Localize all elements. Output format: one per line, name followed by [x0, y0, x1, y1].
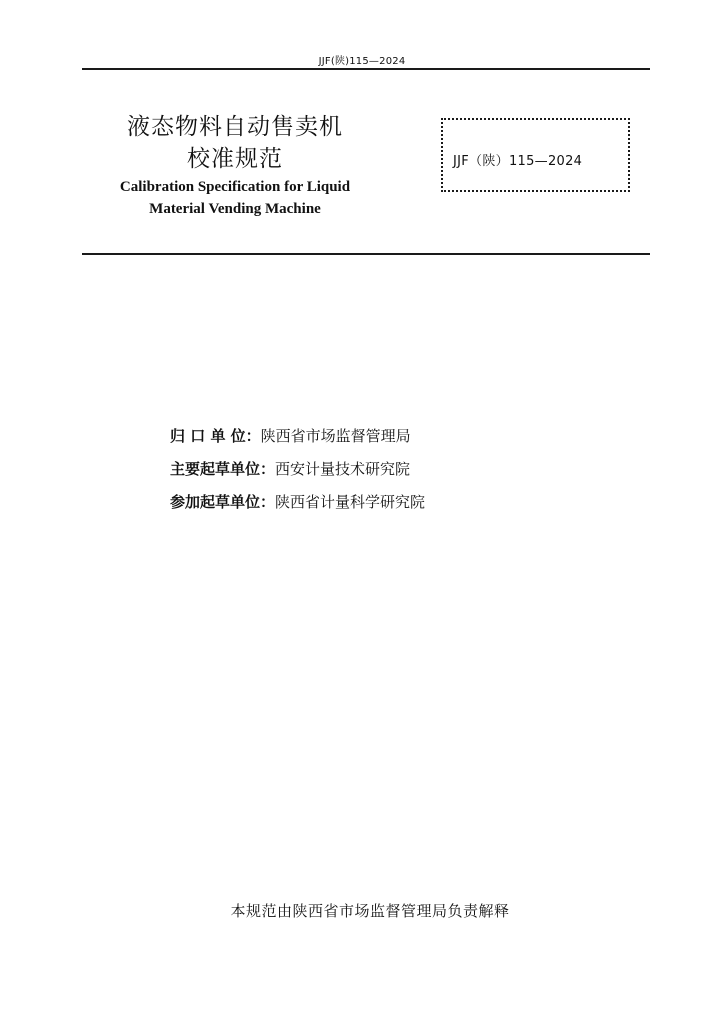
unit-value: 陕西省市场监督管理局: [260, 427, 411, 445]
title-en-line2: Material Vending Machine: [149, 201, 321, 217]
unit-row-participating-drafter: [170, 486, 590, 519]
unit-label: 参加起草单位：: [170, 493, 276, 511]
header-rule: [82, 68, 650, 70]
specification-code-box: [441, 118, 630, 192]
unit-label: 归 口 单 位：: [170, 427, 261, 445]
title-block: [90, 112, 380, 220]
unit-value: 西安计量技术研究院: [275, 460, 411, 478]
specification-code: JJF（陕）115—2024: [453, 154, 583, 169]
unit-row-main-drafter: [170, 453, 590, 486]
unit-value: 陕西省计量科学研究院: [275, 493, 426, 511]
interpretation-note: 本规范由陕西省市场监督管理局负责解释: [230, 902, 510, 920]
title-cn-line2: 校准规范: [187, 146, 283, 172]
title-cn-line1: 液态物料自动售卖机: [127, 114, 343, 140]
running-header: JJF(陕)115—2024: [318, 56, 406, 67]
title-en-line1: Calibration Specification for Liquid: [119, 179, 351, 195]
unit-label: 主要起草单位：: [170, 460, 276, 478]
unit-row-responsible: [170, 420, 590, 453]
drafting-units: [170, 420, 590, 519]
title-rule: [82, 253, 650, 255]
